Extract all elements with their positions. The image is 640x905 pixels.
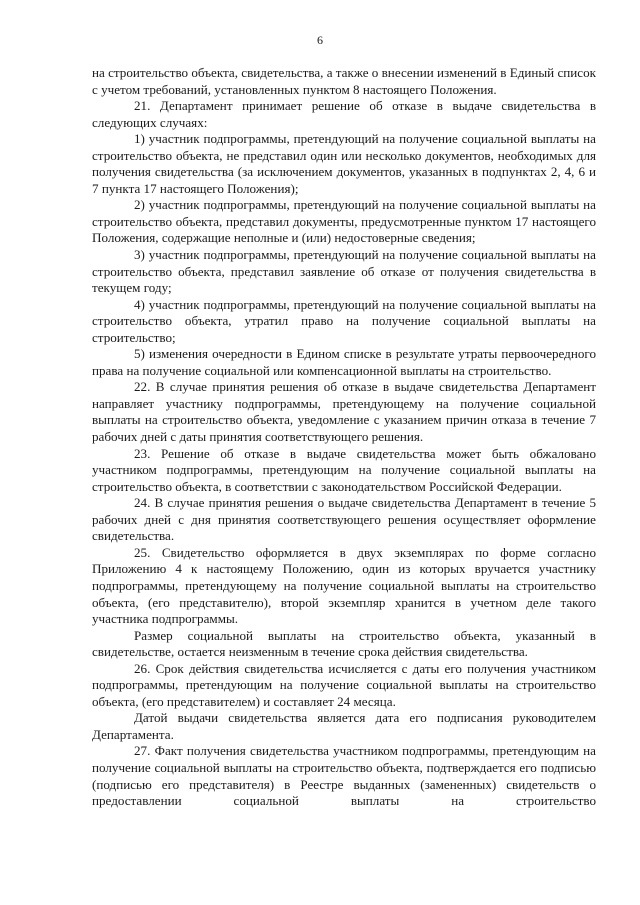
- paragraph: 1) участник подпрограммы, претендующий на получение социальной выплаты на строительство объекта, не представил один или несколько документов, необходимых для получения свидетельства (за исключением документов, указанных в подпунктах 2, 4, 6 и 7 пункта 17 настоящего Положения);: [92, 131, 596, 196]
- paragraph: 5) изменения очередности в Едином списке в результате утраты первоочередного права на получение социальной или компенсационной выплаты на строительство.: [92, 346, 596, 378]
- document-body: [92, 65, 596, 810]
- paragraph: 22. В случае принятия решения об отказе в выдаче свидетельства Департамент направляет участнику подпрограммы, претендующему на получение социальной выплаты на строительство объекта, уведомление с указанием причин отказа в течение 7 рабочих дней с даты принятия соответствующего решения.: [92, 379, 596, 445]
- paragraph: 3) участник подпрограммы, претендующий на получение социальной выплаты на строительство объекта, представил заявление об отказе от получения свидетельства в текущем году;: [92, 247, 596, 296]
- paragraph: Датой выдачи свидетельства является дата его подписания руководителем Департамента.: [92, 710, 596, 742]
- page-number: 6: [317, 33, 323, 47]
- paragraph: 27. Факт получения свидетельства участником подпрограммы, претендующим на получение социальной выплаты на строительство объекта, подтверждается его подписью (подписью его представителя) в Реестре выданных (замененных) свидетельств о предоставлении социальной выплаты на строительство: [92, 743, 596, 809]
- paragraph: 2) участник подпрограммы, претендующий на получение социальной выплаты на строительство объекта, представил документы, предусмотренные пунктом 17 настоящего Положения, содержащие неполные и (или) недостоверные сведения;: [92, 197, 596, 246]
- paragraph: 25. Свидетельство оформляется в двух экземплярах по форме согласно Приложению 4 к настоящему Положению, один из которых вручается участнику подпрограммы, претендующему на получение социальной выплаты на строительство объекта, (его представителю), второй экземпляр хранится в учетном деле такого участника подпрограммы.: [92, 544, 596, 627]
- paragraph: 21. Департамент принимает решение об отказе в выдаче свидетельства в следующих случаях:: [92, 98, 596, 130]
- paragraph: 24. В случае принятия решения о выдаче свидетельства Департамент в течение 5 рабочих дней с дня принятия соответствующего решения осуществляет оформление свидетельства.: [92, 495, 596, 544]
- paragraph: Размер социальной выплаты на строительство объекта, указанный в свидетельстве, остается неизменным в течение срока действия свидетельства.: [92, 627, 596, 660]
- paragraph: на строительство объекта, свидетельства, а также о внесении изменений в Единый список с учетом требований, установленных пунктом 8 настоящего Положения.: [92, 65, 596, 97]
- paragraph: 23. Решение об отказе в выдаче свидетельства может быть обжаловано участником подпрограммы, претендующим на получение социальной выплаты на строительство объекта, в соответствии с законодательством Российской Федерации.: [92, 445, 596, 494]
- paragraph: 26. Срок действия свидетельства исчисляется с даты его получения участником подпрограммы, претендующим на получение социальной выплаты на строительство объекта, (его представителем) и составляет 24 месяца.: [92, 660, 596, 709]
- paragraph: 4) участник подпрограммы, претендующий на получение социальной выплаты на строительство объекта, утратил право на получение социальной выплаты на строительство;: [92, 296, 596, 345]
